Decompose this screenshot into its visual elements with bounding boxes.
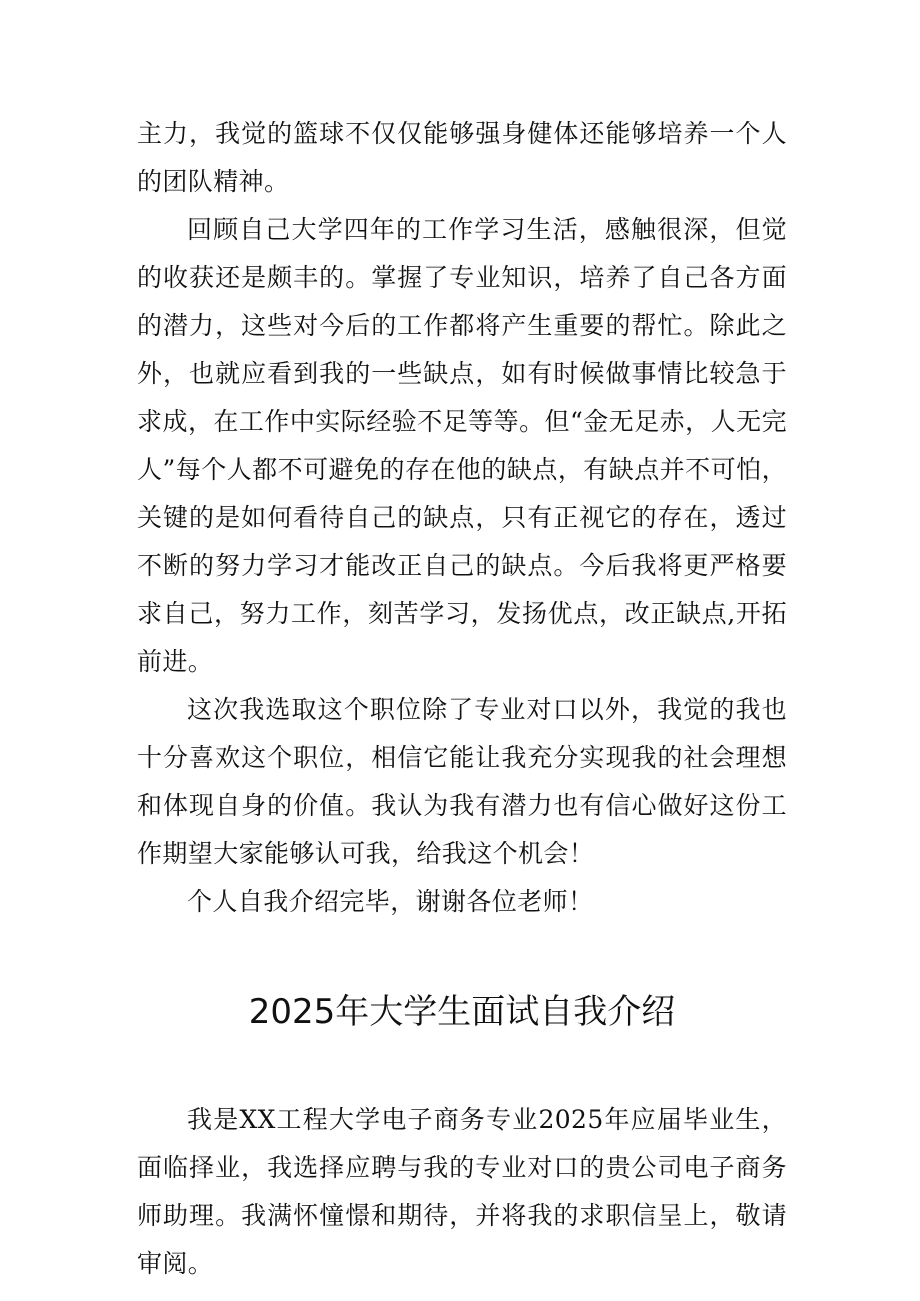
- paragraph-position: 这次我选取这个职位除了专业对口以外，我觉的我也十分喜欢这个职位，相信它能让我充分实现我的社会理想和体现自身的价值。我认为我有潜力也有信心做好这份工作期望大家能够认可我，给我这个机会！: [137, 695, 787, 868]
- paragraph-closing: 个人自我介绍完毕，谢谢各位老师！: [187, 887, 594, 916]
- document-body: [137, 110, 787, 1288]
- paragraph-basketball: 主力，我觉的篮球不仅仅能够强身健体还能够培养一个人的团队精神。: [137, 119, 787, 196]
- paragraph-review: 回顾自己大学四年的工作学习生活，感触很深，但觉的收获还是颇丰的。掌握了专业知识，培养了自己各方面的潜力，这些对今后的工作都将产生重要的帮忙。除此之外，也就应看到我的一些缺点，如有时候做事情比较急于求成，在工作中实际经验不足等等。但“金无足赤，人无完人”每个人都不可避免的存在他的缺点，有缺点并不可怕，关键的是如何看待自己的缺点，只有正视它的存在，透过不断的努力学习才能改正自己的缺点。今后我将更严格要求自己，努力工作，刻苦学习，发扬优点，改正缺点,开拓前进。: [137, 215, 787, 676]
- paragraph-intro: 我是XX工程大学电子商务专业2025年应届毕业生，面临择业，我选择应聘与我的专业对口的贵公司电子商务师助理。我满怀憧憬和期待，并将我的求职信呈上，敬请审阅。: [137, 1105, 787, 1278]
- section-title: 2025年大学生面试自我介绍: [248, 992, 676, 1032]
